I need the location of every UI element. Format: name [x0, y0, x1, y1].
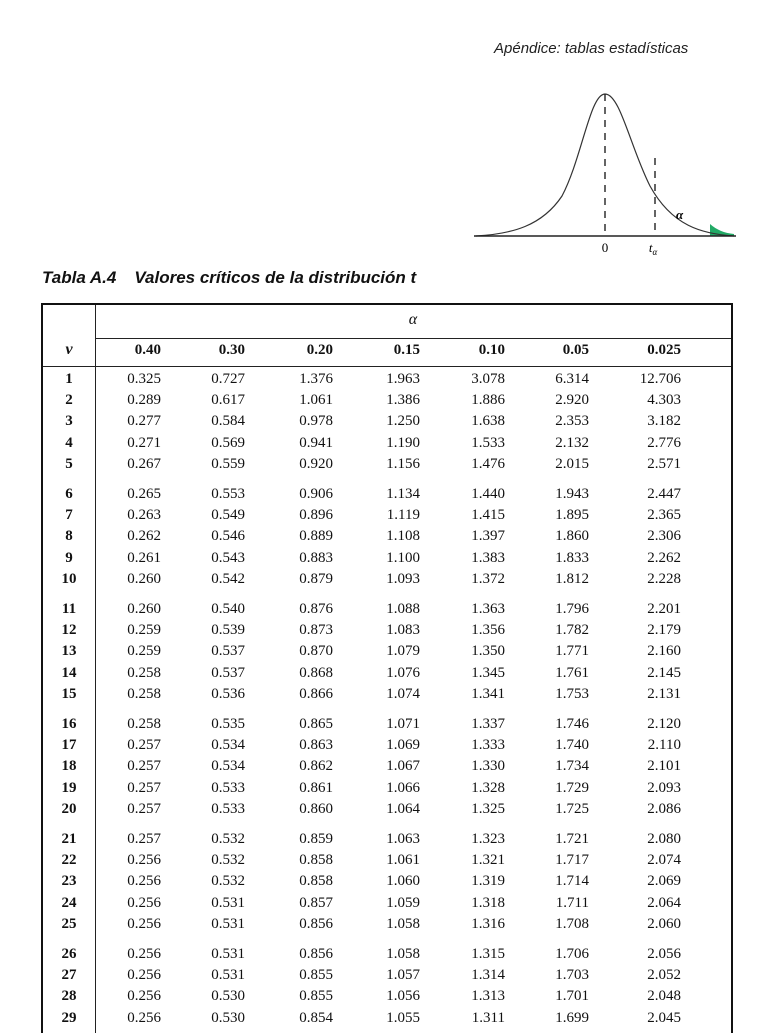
table-cell: 2.447: [647, 486, 681, 502]
page-header: Apéndice: tablas estadísticas: [494, 40, 689, 57]
table-cell: 0.553: [211, 486, 245, 502]
table-cell: 2.074: [647, 852, 681, 869]
table-cell: 0.537: [211, 664, 245, 681]
column-header: 0.025: [647, 342, 681, 358]
table-cell: 1.318: [471, 894, 505, 911]
table-cell: 6.314: [555, 371, 589, 387]
table-cell: 3.078: [471, 371, 505, 387]
degrees-of-freedom: 3: [65, 413, 73, 430]
degrees-of-freedom: 28: [61, 988, 77, 1005]
degrees-of-freedom: 8: [65, 528, 73, 545]
table-cell: 0.289: [127, 392, 161, 409]
table-cell: 1.134: [386, 486, 420, 502]
table-cell: 1.386: [386, 392, 420, 409]
zero-label: 0: [601, 240, 609, 255]
table-cell: 0.569: [211, 434, 245, 451]
table-cell: 0.530: [211, 1009, 245, 1026]
table-cell: 0.265: [127, 486, 161, 502]
table-cell: 0.861: [299, 779, 333, 796]
table-cell: 2.015: [555, 455, 589, 472]
column-header: 0.10: [478, 342, 505, 358]
table-cell: 1.703: [555, 967, 589, 984]
degrees-of-freedom: 13: [61, 643, 77, 660]
table-cell: 1.061: [299, 392, 333, 409]
table-cell: 1.093: [386, 570, 420, 587]
table-cell: 2.920: [555, 392, 589, 409]
table-cell: 0.531: [211, 967, 245, 984]
table-cell: 0.879: [299, 570, 333, 587]
degrees-of-freedom: 17: [61, 737, 77, 754]
table-cell: 1.376: [299, 371, 333, 387]
table-cell: 0.534: [211, 737, 245, 754]
table-cell: 1.069: [386, 737, 420, 754]
critical-values-table: [41, 303, 733, 1033]
table-cell: 1.476: [471, 455, 505, 472]
table-row: [43, 895, 731, 916]
table-row: [43, 831, 731, 852]
shaded-tail: [710, 224, 734, 236]
table-cell: 2.069: [647, 873, 681, 890]
table-cell: 0.257: [127, 831, 161, 847]
table-cell: 2.228: [647, 570, 681, 587]
degrees-of-freedom: 2: [65, 392, 73, 409]
table-cell: 0.889: [299, 528, 333, 545]
degrees-of-freedom: 29: [61, 1009, 77, 1026]
table-cell: 1.963: [386, 371, 420, 387]
table-row: [43, 435, 731, 456]
table-cell: 1.717: [555, 852, 589, 869]
alpha-label: α: [676, 207, 684, 222]
table-cell: 0.535: [211, 716, 245, 732]
table-cell: 1.067: [386, 758, 420, 775]
table-cell: 0.256: [127, 967, 161, 984]
table-cell: 0.259: [127, 622, 161, 639]
table-cell: 2.353: [555, 413, 589, 430]
table-cell: 2.262: [647, 549, 681, 566]
table-cell: 0.533: [211, 779, 245, 796]
table-cell: 1.100: [386, 549, 420, 566]
table-row: [43, 622, 731, 643]
table-cell: 1.083: [386, 622, 420, 639]
degrees-of-freedom: 9: [65, 549, 73, 566]
table-cell: 0.532: [211, 873, 245, 890]
table-caption: Valores críticos de la distribución t: [134, 268, 417, 287]
table-row: [43, 916, 731, 937]
table-cell: 0.531: [211, 894, 245, 911]
degrees-of-freedom: 10: [61, 570, 77, 587]
table-cell: 0.258: [127, 685, 161, 702]
table-cell: 0.883: [299, 549, 333, 566]
table-title: [42, 268, 416, 288]
table-cell: 1.341: [471, 685, 505, 702]
table-cell: 1.383: [471, 549, 505, 566]
table-cell: 0.855: [299, 967, 333, 984]
column-header: 0.15: [393, 342, 420, 358]
table-cell: 1.440: [471, 486, 505, 502]
table-cell: 2.571: [647, 455, 681, 472]
table-row: [43, 413, 731, 434]
table-cell: 1.076: [386, 664, 420, 681]
table-cell: 2.048: [647, 988, 681, 1005]
table-cell: 0.259: [127, 643, 161, 660]
table-cell: 2.064: [647, 894, 681, 911]
table-row: [43, 758, 731, 779]
table-cell: 2.086: [647, 800, 681, 817]
table-cell: 1.323: [471, 831, 505, 847]
table-cell: 0.542: [211, 570, 245, 587]
table-cell: 0.532: [211, 852, 245, 869]
table-row: [43, 780, 731, 801]
table-cell: 0.546: [211, 528, 245, 545]
table-cell: 1.156: [386, 455, 420, 472]
table-cell: 0.858: [299, 852, 333, 869]
table-cell: 3.182: [647, 413, 681, 430]
table-cell: 0.256: [127, 1009, 161, 1026]
table-cell: 1.714: [555, 873, 589, 890]
table-row: [43, 571, 731, 592]
degrees-of-freedom: 22: [61, 852, 77, 869]
table-cell: 4.303: [647, 392, 681, 409]
degrees-of-freedom: 6: [65, 486, 73, 502]
table-cell: 1.059: [386, 894, 420, 911]
table-cell: 0.863: [299, 737, 333, 754]
table-cell: 1.860: [555, 528, 589, 545]
table-cell: 0.862: [299, 758, 333, 775]
degrees-of-freedom: 18: [61, 758, 77, 775]
table-cell: 0.855: [299, 988, 333, 1005]
table-cell: 1.055: [386, 1009, 420, 1026]
table-cell: 1.943: [555, 486, 589, 502]
alpha-header: α: [408, 311, 418, 328]
table-row: [43, 392, 731, 413]
table-cell: 1.356: [471, 622, 505, 639]
table-cell: 0.859: [299, 831, 333, 847]
table-cell: 0.256: [127, 873, 161, 890]
table-cell: 1.321: [471, 852, 505, 869]
table-cell: 0.941: [299, 434, 333, 451]
table-cell: 0.531: [211, 915, 245, 932]
table-cell: 2.179: [647, 622, 681, 639]
t-alpha-label: $t_\alpha$: [648, 240, 658, 257]
table-cell: 0.978: [299, 413, 333, 430]
table-cell: 2.080: [647, 831, 681, 847]
table-cell: 2.045: [647, 1009, 681, 1026]
alpha-header-rule: [95, 338, 731, 339]
table-cell: 1.415: [471, 507, 505, 524]
table-cell: 1.638: [471, 413, 505, 430]
table-cell: 1.699: [555, 1009, 589, 1026]
degrees-of-freedom: 14: [61, 664, 77, 681]
table-cell: 2.052: [647, 967, 681, 984]
table-cell: 0.257: [127, 779, 161, 796]
table-cell: 0.256: [127, 915, 161, 932]
table-cell: 0.271: [127, 434, 161, 451]
table-cell: 1.372: [471, 570, 505, 587]
table-cell: 1.711: [555, 894, 589, 911]
table-cell: 1.345: [471, 664, 505, 681]
column-header: 0.20: [306, 342, 333, 358]
table-cell: 0.617: [211, 392, 245, 409]
table-cell: 1.337: [471, 716, 505, 732]
table-cell: 0.906: [299, 486, 333, 502]
table-cell: 0.873: [299, 622, 333, 639]
table-cell: 1.740: [555, 737, 589, 754]
table-cell: 1.314: [471, 967, 505, 984]
table-cell: 0.256: [127, 946, 161, 962]
table-cell: 1.060: [386, 873, 420, 890]
table-row: [43, 967, 731, 988]
degrees-of-freedom: 25: [61, 915, 77, 932]
nu-header: v: [65, 341, 73, 358]
table-row: [43, 737, 731, 758]
table-row: [43, 643, 731, 664]
table-cell: 1.330: [471, 758, 505, 775]
table-cell: 0.256: [127, 852, 161, 869]
table-cell: 1.533: [471, 434, 505, 451]
table-cell: 0.857: [299, 894, 333, 911]
table-cell: 0.532: [211, 831, 245, 847]
table-cell: 0.533: [211, 800, 245, 817]
table-cell: 1.706: [555, 946, 589, 962]
table-row: [43, 371, 731, 392]
table-cell: 0.262: [127, 528, 161, 545]
table-cell: 1.108: [386, 528, 420, 545]
degrees-of-freedom: 11: [61, 601, 77, 617]
table-cell: 1.058: [386, 946, 420, 962]
table-cell: 0.258: [127, 716, 161, 732]
table-cell: 2.365: [647, 507, 681, 524]
table-row: [43, 686, 731, 707]
table-cell: 2.131: [647, 685, 681, 702]
table-cell: 0.325: [127, 371, 161, 387]
table-row: [43, 550, 731, 571]
table-cell: 12.706: [639, 371, 681, 387]
table-cell: 2.201: [647, 601, 681, 617]
table-cell: 1.063: [386, 831, 420, 847]
table-cell: 1.796: [555, 601, 589, 617]
degrees-of-freedom: 23: [61, 873, 77, 890]
table-cell: 1.315: [471, 946, 505, 962]
table-cell: 1.316: [471, 915, 505, 932]
table-cell: 2.093: [647, 779, 681, 796]
table-cell: 0.559: [211, 455, 245, 472]
table-cell: 0.539: [211, 622, 245, 639]
column-header: 0.40: [134, 342, 161, 358]
table-cell: 0.260: [127, 601, 161, 617]
degrees-of-freedom: 5: [65, 455, 73, 472]
table-row: [43, 528, 731, 549]
table-cell: 1.701: [555, 988, 589, 1005]
table-cell: 1.729: [555, 779, 589, 796]
table-cell: 0.257: [127, 758, 161, 775]
table-cell: 2.056: [647, 946, 681, 962]
table-cell: 2.120: [647, 716, 681, 732]
table-cell: 0.256: [127, 894, 161, 911]
table-cell: 0.727: [211, 371, 245, 387]
table-cell: 2.145: [647, 664, 681, 681]
table-cell: 1.058: [386, 915, 420, 932]
table-cell: 0.267: [127, 455, 161, 472]
table-cell: 1.074: [386, 685, 420, 702]
table-row: [43, 601, 731, 622]
table-cell: 0.896: [299, 507, 333, 524]
table-cell: 0.876: [299, 601, 333, 617]
table-cell: 0.536: [211, 685, 245, 702]
degrees-of-freedom: 26: [61, 946, 77, 962]
table-cell: 1.056: [386, 988, 420, 1005]
table-cell: 0.530: [211, 988, 245, 1005]
degrees-of-freedom: 4: [65, 434, 73, 451]
table-cell: 1.725: [555, 800, 589, 817]
table-cell: 0.263: [127, 507, 161, 524]
table-cell: 0.277: [127, 413, 161, 430]
table-cell: 1.708: [555, 915, 589, 932]
table-cell: 0.537: [211, 643, 245, 660]
table-cell: 1.313: [471, 988, 505, 1005]
table-cell: 1.734: [555, 758, 589, 775]
table-cell: 0.531: [211, 946, 245, 962]
degrees-of-freedom: 21: [61, 831, 77, 847]
table-cell: 0.257: [127, 737, 161, 754]
header-rule: [43, 366, 731, 367]
table-cell: 2.110: [647, 737, 681, 754]
table-row: [43, 1010, 731, 1031]
table-row: [43, 946, 731, 967]
table-cell: 1.079: [386, 643, 420, 660]
table-cell: 1.753: [555, 685, 589, 702]
degrees-of-freedom: 16: [61, 716, 77, 732]
table-cell: 1.833: [555, 549, 589, 566]
table-cell: 0.549: [211, 507, 245, 524]
table-cell: 2.101: [647, 758, 681, 775]
table-row: [43, 988, 731, 1009]
table-cell: 0.860: [299, 800, 333, 817]
table-cell: 0.854: [299, 1009, 333, 1026]
table-cell: 1.328: [471, 779, 505, 796]
table-cell: 1.190: [386, 434, 420, 451]
table-cell: 1.057: [386, 967, 420, 984]
table-row: [43, 507, 731, 528]
table-number: Tabla A.4: [42, 268, 117, 287]
table-row: [43, 852, 731, 873]
degrees-of-freedom: 12: [61, 622, 77, 639]
table-cell: 0.866: [299, 685, 333, 702]
table-cell: 1.895: [555, 507, 589, 524]
column-header: 0.30: [218, 342, 245, 358]
degrees-of-freedom: 7: [65, 507, 73, 524]
degrees-of-freedom: 15: [61, 685, 77, 702]
table-cell: 0.858: [299, 873, 333, 890]
table-cell: 1.761: [555, 664, 589, 681]
table-cell: 0.257: [127, 800, 161, 817]
table-cell: 2.306: [647, 528, 681, 545]
table-cell: 0.540: [211, 601, 245, 617]
table-cell: 1.721: [555, 831, 589, 847]
table-row: [43, 665, 731, 686]
table-cell: 2.160: [647, 643, 681, 660]
table-cell: 0.920: [299, 455, 333, 472]
table-cell: 1.771: [555, 643, 589, 660]
table-cell: 1.061: [386, 852, 420, 869]
table-cell: 0.258: [127, 664, 161, 681]
table-cell: 0.868: [299, 664, 333, 681]
table-cell: 1.064: [386, 800, 420, 817]
table-cell: 1.333: [471, 737, 505, 754]
table-cell: 1.311: [471, 1009, 505, 1026]
table-row: [43, 486, 731, 507]
degrees-of-freedom: 1: [65, 371, 73, 387]
table-cell: 0.856: [299, 946, 333, 962]
table-cell: 1.319: [471, 873, 505, 890]
table-row: [43, 716, 731, 737]
t-distribution-figure: [472, 86, 738, 260]
table-cell: 1.119: [386, 507, 420, 524]
table-cell: 1.782: [555, 622, 589, 639]
table-cell: 1.250: [386, 413, 420, 430]
table-cell: 1.363: [471, 601, 505, 617]
table-cell: 0.584: [211, 413, 245, 430]
table-cell: 0.856: [299, 915, 333, 932]
column-header: 0.05: [562, 342, 589, 358]
table-cell: 2.776: [647, 434, 681, 451]
table-cell: 1.325: [471, 800, 505, 817]
table-cell: 1.066: [386, 779, 420, 796]
table-row: [43, 801, 731, 822]
table-row: [43, 456, 731, 477]
degrees-of-freedom: 24: [61, 894, 77, 911]
degrees-of-freedom: 19: [61, 779, 77, 796]
table-cell: 1.088: [386, 601, 420, 617]
table-row: [43, 873, 731, 894]
table-cell: 1.350: [471, 643, 505, 660]
table-cell: 0.256: [127, 988, 161, 1005]
table-cell: 1.071: [386, 716, 420, 732]
table-cell: 0.543: [211, 549, 245, 566]
table-cell: 0.534: [211, 758, 245, 775]
table-cell: 2.132: [555, 434, 589, 451]
table-cell: 1.886: [471, 392, 505, 409]
table-cell: 1.397: [471, 528, 505, 545]
table-cell: 0.870: [299, 643, 333, 660]
table-cell: 2.060: [647, 915, 681, 932]
table-cell: 0.865: [299, 716, 333, 732]
table-cell: 0.261: [127, 549, 161, 566]
table-cell: 1.746: [555, 716, 589, 732]
table-cell: 0.260: [127, 570, 161, 587]
degrees-of-freedom: 20: [61, 800, 77, 817]
degrees-of-freedom: 27: [61, 967, 77, 984]
table-cell: 1.812: [555, 570, 589, 587]
